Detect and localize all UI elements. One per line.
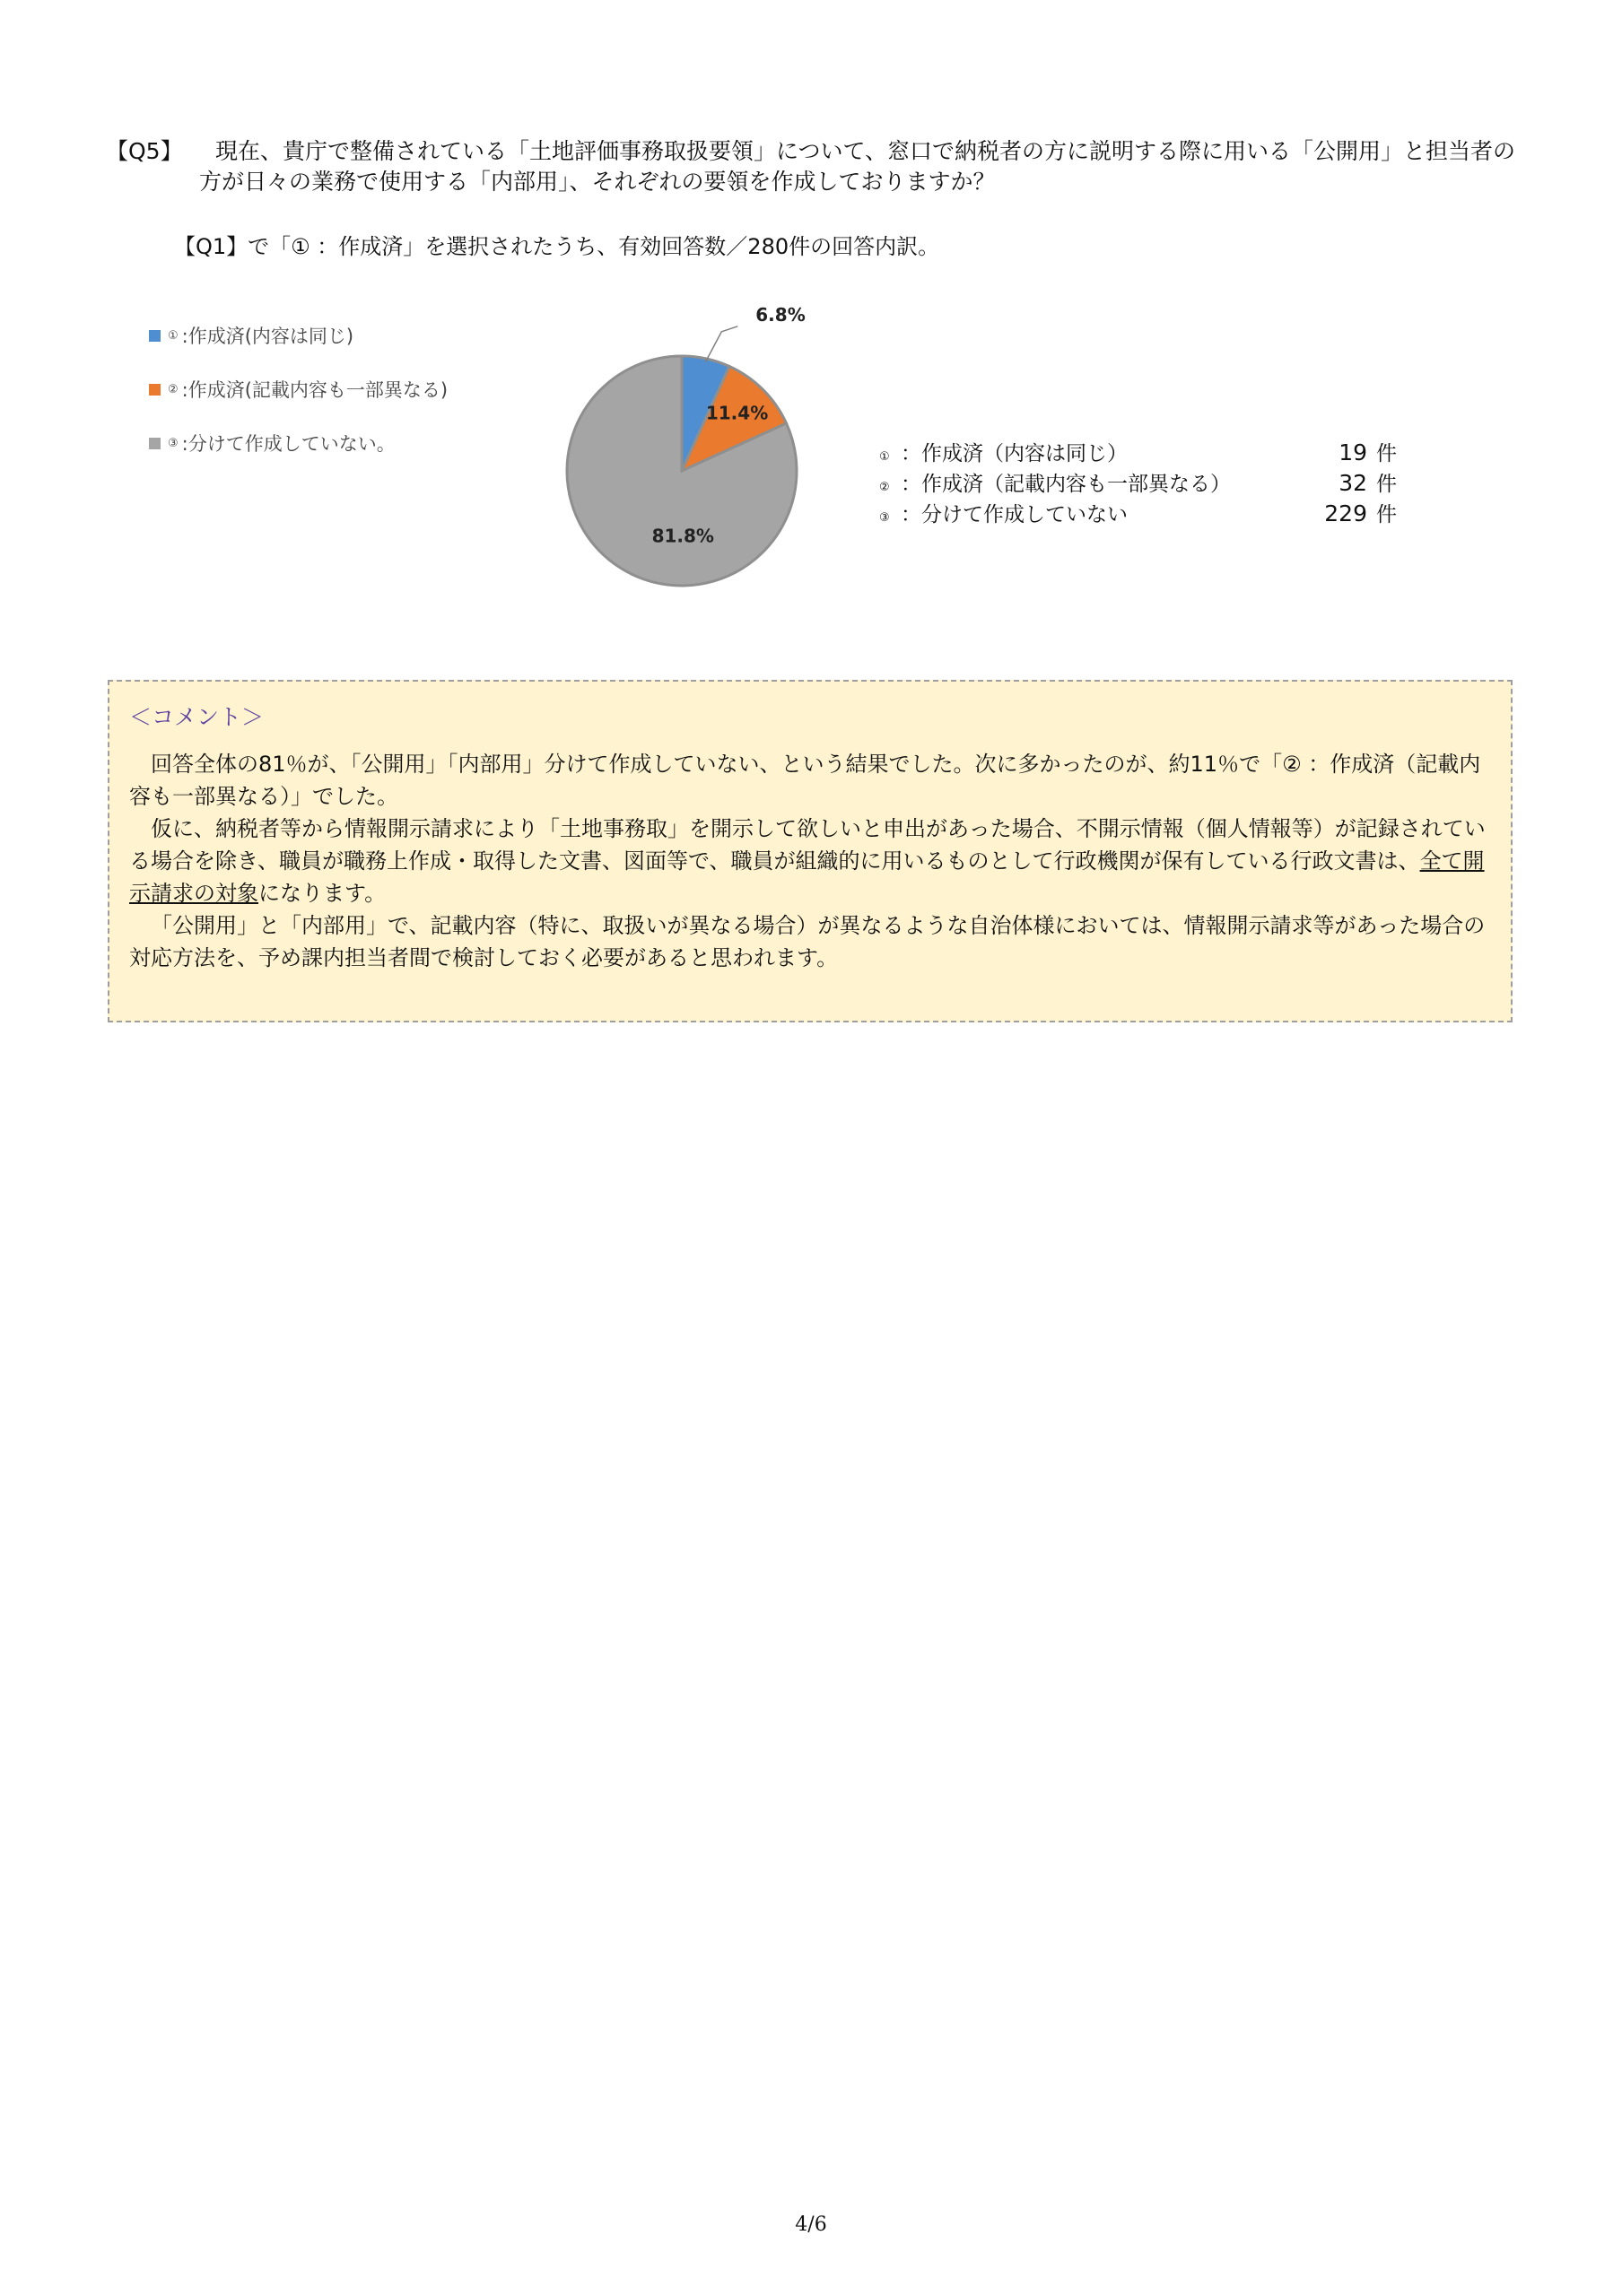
legend-marker: ② — [168, 382, 179, 396]
pie-chart — [538, 296, 825, 610]
count-unit: 件 — [1376, 503, 1397, 526]
count-value: 32 — [1339, 470, 1367, 496]
legend-swatch-3 — [149, 438, 161, 449]
count-row — [879, 438, 1397, 468]
count-label: ：作成済（記載内容も一部異なる） — [901, 473, 1231, 496]
data-label-1: 6.8% — [755, 304, 806, 326]
count-value: 19 — [1339, 439, 1367, 465]
legend-swatch-1 — [149, 330, 161, 342]
legend-swatch-2 — [149, 384, 161, 396]
question-note: 【Q1】で「① ：作成済」を選択されたうち、有効回答数／280件の回答内訳。 — [174, 234, 940, 259]
comment-paragraph-2 — [129, 813, 1491, 909]
count-unit: 件 — [1376, 442, 1397, 465]
count-marker: ① — [879, 450, 890, 464]
data-label-3: 81.8% — [651, 525, 714, 547]
chart-legend — [149, 319, 448, 481]
legend-item — [149, 319, 448, 352]
legend-item — [149, 373, 448, 405]
page-number: 4/6 — [795, 2213, 827, 2236]
count-label: ：分けて作成していない — [901, 503, 1128, 526]
legend-item — [149, 427, 448, 459]
count-value: 229 — [1324, 500, 1367, 526]
count-label: ：作成済（内容は同じ） — [901, 442, 1128, 465]
legend-label: :作成済(記載内容も一部異なる) — [181, 379, 449, 401]
legend-label: :分けて作成していない。 — [181, 433, 396, 455]
comment-underlined-text: 全て開示請求の対象 — [129, 848, 1485, 906]
comment-box — [108, 680, 1513, 1022]
count-marker: ② — [879, 481, 890, 494]
legend-label: :作成済(内容は同じ) — [181, 326, 354, 347]
data-label-2: 11.4% — [705, 402, 769, 424]
count-marker: ③ — [879, 511, 890, 525]
count-unit: 件 — [1376, 473, 1397, 496]
count-table — [879, 438, 1397, 529]
question-text: 現在、貴庁で整備されている「土地評価事務取扱要領」について、窓口で納税者の方に説明する際に用いる「公開用」と担当者の方が日々の業務で使用する「内部用」、それぞれの要領を作成しておりますか？ — [199, 138, 1516, 195]
comment-paragraph-1: 回答全体の81％が、「公開用」「内部用」分けて作成していない、という結果でした。次に多かったのが、約11％で「② ：作成済（記載内容も一部異なる）」でした。 — [129, 752, 1481, 809]
question-number: 【Q5】 — [106, 138, 183, 164]
count-row — [879, 499, 1397, 529]
comment-title: ＜コメント＞ — [129, 704, 265, 730]
data-label-leader-line — [705, 326, 737, 362]
comment-text: 仮に、納税者等から情報開示請求により「土地事務取」を開示して欲しいと申出があった場合、不開示情報（個人情報等）が記録されている場合を除き、職員が職務上作成・取得した文書、図面等で、職員が組織的に用いるものとして行政機関が保有している行政文書は、 — [129, 816, 1486, 874]
comment-paragraph-3: 「公開用」と「内部用」で、記載内容（特に、取扱いが異なる場合）が異なるような自治体様においては、情報開示請求等があった場合の対応方法を、予め課内担当者間で検討しておく必要があると思われます。 — [129, 913, 1486, 970]
count-row — [879, 468, 1397, 499]
legend-marker: ③ — [168, 436, 179, 450]
comment-text: になります。 — [258, 881, 387, 906]
legend-marker: ① — [168, 328, 179, 343]
